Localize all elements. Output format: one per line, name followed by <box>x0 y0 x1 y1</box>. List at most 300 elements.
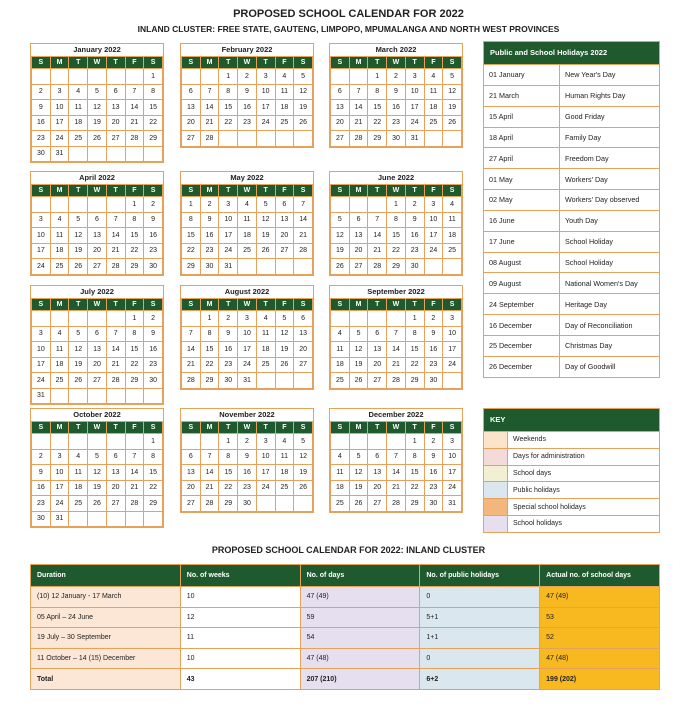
summary-cell: 207 (210) <box>300 669 420 690</box>
summary-cell: 59 <box>300 607 420 628</box>
day-cell <box>294 131 313 147</box>
day-cell: 16 <box>405 228 424 244</box>
day-cell: 9 <box>32 465 51 481</box>
day-cell: 7 <box>368 212 387 228</box>
weekday-header: F <box>275 299 294 311</box>
day-cell <box>424 131 443 147</box>
day-cell: 8 <box>405 449 424 465</box>
day-cell: 3 <box>238 311 257 327</box>
day-cell <box>387 434 406 450</box>
day-cell: 12 <box>349 465 368 481</box>
day-cell: 5 <box>69 212 88 228</box>
day-cell: 12 <box>88 100 107 116</box>
day-cell: 7 <box>200 449 219 465</box>
day-cell: 3 <box>405 69 424 85</box>
key-swatch <box>484 432 508 448</box>
day-cell: 20 <box>88 357 107 373</box>
summary-row <box>31 607 660 628</box>
day-cell: 16 <box>144 228 163 244</box>
day-cell: 25 <box>275 480 294 496</box>
day-cell <box>50 69 69 85</box>
day-cell: 14 <box>182 342 201 358</box>
day-cell: 8 <box>200 326 219 342</box>
summary-cell: 05 April – 24 June <box>31 607 181 628</box>
day-cell <box>32 197 51 213</box>
day-cell: 23 <box>144 357 163 373</box>
day-cell: 14 <box>200 100 219 116</box>
month-calendar <box>329 171 463 276</box>
weekday-header: T <box>405 422 424 434</box>
day-cell <box>256 259 275 275</box>
day-cell: 13 <box>182 465 201 481</box>
day-cell: 18 <box>69 115 88 131</box>
day-cell: 20 <box>294 342 313 358</box>
weekday-header: T <box>219 422 238 434</box>
holiday-date: 08 August <box>484 253 560 273</box>
holiday-name: Youth Day <box>565 216 598 226</box>
day-cell: 28 <box>387 496 406 512</box>
day-cell: 9 <box>424 326 443 342</box>
day-cell: 30 <box>387 131 406 147</box>
summary-header: Actual no. of school days <box>540 565 660 587</box>
day-cell: 10 <box>50 100 69 116</box>
day-cell: 4 <box>69 449 88 465</box>
key-swatch <box>484 482 508 498</box>
day-cell: 30 <box>424 373 443 389</box>
weekday-header: M <box>349 299 368 311</box>
holiday-date: 17 June <box>484 232 560 252</box>
summary-cell: 43 <box>180 669 300 690</box>
day-cell: 27 <box>275 243 294 259</box>
day-cell: 14 <box>106 228 125 244</box>
weekday-header: F <box>125 422 144 434</box>
summary-row <box>31 648 660 669</box>
day-cell: 15 <box>144 100 163 116</box>
day-cell <box>125 511 144 527</box>
day-cell: 4 <box>443 197 462 213</box>
day-cell <box>200 434 219 450</box>
day-cell: 22 <box>125 357 144 373</box>
page-title: PROPOSED SCHOOL CALENDAR FOR 2022 <box>233 8 464 20</box>
summary-cell: (10) 12 January - 17 March <box>31 587 181 608</box>
key-row <box>484 515 659 532</box>
holiday-row <box>484 127 659 148</box>
day-cell: 18 <box>331 357 350 373</box>
weekday-header: T <box>405 57 424 69</box>
day-cell: 5 <box>349 326 368 342</box>
day-cell: 2 <box>200 197 219 213</box>
day-cell: 22 <box>200 357 219 373</box>
weekday-header: F <box>275 422 294 434</box>
day-cell <box>106 311 125 327</box>
day-cell <box>368 434 387 450</box>
day-cell: 9 <box>424 449 443 465</box>
day-cell: 9 <box>144 212 163 228</box>
weekday-header: S <box>182 422 201 434</box>
day-cell: 8 <box>405 326 424 342</box>
day-cell: 9 <box>238 84 257 100</box>
day-cell: 13 <box>106 465 125 481</box>
month-calendar <box>329 285 463 390</box>
weekday-header: M <box>50 57 69 69</box>
day-cell: 30 <box>32 511 51 527</box>
holiday-row <box>484 293 659 314</box>
summary-title: PROPOSED SCHOOL CALENDAR FOR 2022: INLAND CLUSTER <box>211 545 486 555</box>
summary-table <box>30 564 660 690</box>
day-cell: 24 <box>219 243 238 259</box>
day-cell: 30 <box>200 259 219 275</box>
summary-row <box>31 628 660 649</box>
day-cell <box>294 259 313 275</box>
day-cell: 5 <box>294 69 313 85</box>
day-cell: 30 <box>144 259 163 275</box>
day-cell: 23 <box>32 496 51 512</box>
day-cell: 28 <box>349 131 368 147</box>
summary-cell: 54 <box>300 628 420 649</box>
weekday-header: M <box>50 185 69 197</box>
day-cell: 2 <box>238 434 257 450</box>
day-cell: 19 <box>256 228 275 244</box>
day-cell: 5 <box>88 449 107 465</box>
day-cell: 11 <box>50 342 69 358</box>
day-cell: 3 <box>256 434 275 450</box>
page-subtitle: INLAND CLUSTER: FREE STATE, GAUTENG, LIMPOPO, MPUMALANGA AND NORTH WEST PROVINCES <box>137 24 560 34</box>
day-cell: 18 <box>50 243 69 259</box>
weekday-header: F <box>424 57 443 69</box>
holiday-date: 01 May <box>484 169 560 189</box>
day-cell: 21 <box>200 480 219 496</box>
day-cell: 22 <box>219 115 238 131</box>
weekday-header: S <box>331 422 350 434</box>
day-cell: 24 <box>256 115 275 131</box>
day-cell: 29 <box>405 496 424 512</box>
day-cell: 13 <box>88 228 107 244</box>
day-cell: 26 <box>69 373 88 389</box>
weekday-header: M <box>200 422 219 434</box>
holiday-name: Workers' Day observed <box>565 195 640 205</box>
day-cell <box>125 69 144 85</box>
summary-header: No. of weeks <box>180 565 300 587</box>
day-cell: 10 <box>32 342 51 358</box>
day-cell <box>144 511 163 527</box>
holiday-row <box>484 168 659 189</box>
holiday-name: Good Friday <box>565 112 605 122</box>
summary-cell: 47 (49) <box>540 587 660 608</box>
day-cell: 17 <box>32 357 51 373</box>
day-cell: 16 <box>424 342 443 358</box>
summary-cell: 6+2 <box>420 669 540 690</box>
day-cell: 24 <box>443 357 462 373</box>
month-name: April 2022 <box>31 172 163 184</box>
day-cell <box>88 197 107 213</box>
month-calendar <box>30 408 164 528</box>
day-cell: 1 <box>368 69 387 85</box>
weekday-header: F <box>424 299 443 311</box>
day-cell: 17 <box>443 342 462 358</box>
weekday-header: W <box>387 185 406 197</box>
day-cell: 4 <box>424 69 443 85</box>
day-cell <box>88 69 107 85</box>
day-cell <box>294 496 313 512</box>
day-cell: 13 <box>106 100 125 116</box>
holiday-row <box>484 147 659 168</box>
day-cell: 13 <box>275 212 294 228</box>
day-cell: 7 <box>106 326 125 342</box>
holiday-name: Human Rights Day <box>565 91 626 101</box>
day-cell: 22 <box>182 243 201 259</box>
day-cell: 18 <box>50 357 69 373</box>
day-cell: 24 <box>443 480 462 496</box>
day-cell: 21 <box>368 243 387 259</box>
day-cell: 7 <box>349 84 368 100</box>
day-cell <box>275 131 294 147</box>
month-name: May 2022 <box>181 172 313 184</box>
day-cell: 21 <box>106 357 125 373</box>
day-cell: 21 <box>182 357 201 373</box>
day-cell: 22 <box>405 480 424 496</box>
weekday-header: T <box>405 185 424 197</box>
day-cell <box>125 434 144 450</box>
weekday-header: T <box>106 57 125 69</box>
day-cell: 5 <box>349 449 368 465</box>
summary-cell: 47 (48) <box>540 648 660 669</box>
day-cell: 16 <box>200 228 219 244</box>
key-label: Weekends <box>513 436 546 444</box>
day-cell <box>69 388 88 404</box>
day-cell: 25 <box>256 357 275 373</box>
holiday-date: 09 August <box>484 273 560 293</box>
day-cell: 9 <box>200 212 219 228</box>
day-cell: 4 <box>69 84 88 100</box>
holiday-row <box>484 272 659 293</box>
day-cell: 10 <box>443 326 462 342</box>
day-cell: 1 <box>144 69 163 85</box>
day-cell: 19 <box>294 465 313 481</box>
day-cell: 27 <box>182 496 201 512</box>
day-cell: 28 <box>200 496 219 512</box>
day-cell: 3 <box>32 326 51 342</box>
holiday-name: Christmas Day <box>565 341 613 351</box>
key-swatch <box>484 516 508 532</box>
day-cell: 17 <box>238 342 257 358</box>
day-cell: 25 <box>50 259 69 275</box>
month-calendar <box>180 171 314 276</box>
day-cell: 3 <box>443 311 462 327</box>
holiday-name: Freedom Day <box>565 153 609 163</box>
day-cell: 26 <box>294 115 313 131</box>
weekday-header: S <box>182 299 201 311</box>
summary-cell: 52 <box>540 628 660 649</box>
weekday-header: M <box>349 57 368 69</box>
day-cell <box>349 434 368 450</box>
weekday-header: S <box>443 299 462 311</box>
day-cell <box>106 146 125 162</box>
day-cell: 23 <box>200 243 219 259</box>
day-cell: 7 <box>387 326 406 342</box>
day-cell: 4 <box>275 69 294 85</box>
day-cell <box>331 69 350 85</box>
day-cell: 19 <box>275 342 294 358</box>
weekday-header: W <box>88 422 107 434</box>
month-name: July 2022 <box>31 286 163 298</box>
day-cell: 19 <box>69 243 88 259</box>
month-calendar <box>329 43 463 148</box>
day-cell: 7 <box>125 84 144 100</box>
day-cell: 11 <box>443 212 462 228</box>
day-cell: 5 <box>443 69 462 85</box>
day-cell <box>349 69 368 85</box>
day-cell <box>275 496 294 512</box>
day-cell: 25 <box>443 243 462 259</box>
day-cell: 8 <box>182 212 201 228</box>
day-cell: 16 <box>238 100 257 116</box>
holidays-table <box>483 41 660 378</box>
key-row <box>484 465 659 482</box>
day-cell <box>106 69 125 85</box>
weekday-header: S <box>32 422 51 434</box>
day-cell: 13 <box>294 326 313 342</box>
day-cell: 16 <box>424 465 443 481</box>
weekday-header: M <box>50 422 69 434</box>
day-cell <box>424 259 443 275</box>
day-cell: 3 <box>32 212 51 228</box>
weekday-header: T <box>69 185 88 197</box>
day-cell: 14 <box>125 465 144 481</box>
day-cell: 31 <box>50 511 69 527</box>
day-cell: 29 <box>144 496 163 512</box>
day-cell: 17 <box>256 465 275 481</box>
key-label: Days for administration <box>513 453 585 461</box>
day-cell: 1 <box>387 197 406 213</box>
day-cell: 19 <box>443 100 462 116</box>
day-cell <box>88 434 107 450</box>
day-cell: 25 <box>69 131 88 147</box>
day-cell: 28 <box>387 373 406 389</box>
day-cell: 8 <box>387 212 406 228</box>
day-cell <box>387 311 406 327</box>
month-calendar <box>329 408 463 513</box>
day-cell: 6 <box>106 449 125 465</box>
day-cell: 21 <box>387 480 406 496</box>
weekday-header: T <box>256 299 275 311</box>
day-cell: 1 <box>182 197 201 213</box>
holiday-date: 16 June <box>484 211 560 231</box>
day-cell <box>88 388 107 404</box>
weekday-header: F <box>424 422 443 434</box>
summary-total-row <box>31 669 660 690</box>
weekday-header: S <box>182 185 201 197</box>
day-cell: 14 <box>294 212 313 228</box>
day-cell <box>331 311 350 327</box>
day-cell: 31 <box>219 259 238 275</box>
summary-header: Duration <box>31 565 181 587</box>
day-cell: 22 <box>219 480 238 496</box>
day-cell: 26 <box>275 357 294 373</box>
day-cell: 20 <box>182 115 201 131</box>
day-cell: 5 <box>69 326 88 342</box>
day-cell: 1 <box>144 434 163 450</box>
day-cell: 27 <box>349 259 368 275</box>
day-cell: 10 <box>32 228 51 244</box>
day-cell <box>349 197 368 213</box>
day-cell: 2 <box>144 197 163 213</box>
weekday-header: T <box>256 185 275 197</box>
holiday-name: National Women's Day <box>565 278 638 288</box>
day-cell: 17 <box>50 480 69 496</box>
day-cell: 2 <box>32 84 51 100</box>
day-cell: 8 <box>144 84 163 100</box>
day-cell: 10 <box>443 449 462 465</box>
day-cell: 17 <box>50 115 69 131</box>
day-cell: 20 <box>275 228 294 244</box>
weekday-header: T <box>106 299 125 311</box>
month-name: February 2022 <box>181 44 313 56</box>
weekday-header: T <box>368 185 387 197</box>
holiday-name: Workers' Day <box>565 174 608 184</box>
weekday-header: W <box>88 57 107 69</box>
day-cell: 17 <box>424 228 443 244</box>
day-cell: 17 <box>405 100 424 116</box>
day-cell: 6 <box>368 326 387 342</box>
day-cell: 24 <box>405 115 424 131</box>
day-cell <box>275 259 294 275</box>
day-cell: 25 <box>238 243 257 259</box>
day-cell: 2 <box>424 434 443 450</box>
key-label: School holidays <box>513 520 563 528</box>
day-cell: 3 <box>50 84 69 100</box>
weekday-header: W <box>238 299 257 311</box>
day-cell: 10 <box>424 212 443 228</box>
holiday-name: Family Day <box>565 132 601 142</box>
day-cell <box>368 197 387 213</box>
day-cell: 11 <box>69 465 88 481</box>
day-cell: 28 <box>106 373 125 389</box>
day-cell <box>294 373 313 389</box>
day-cell: 15 <box>125 342 144 358</box>
day-cell: 14 <box>387 342 406 358</box>
weekday-header: T <box>368 57 387 69</box>
day-cell: 9 <box>219 326 238 342</box>
day-cell <box>50 388 69 404</box>
key-swatch <box>484 466 508 482</box>
day-cell: 20 <box>88 243 107 259</box>
day-cell: 27 <box>294 357 313 373</box>
day-cell: 6 <box>368 449 387 465</box>
weekday-header: S <box>443 57 462 69</box>
day-cell: 15 <box>405 465 424 481</box>
day-cell: 21 <box>200 115 219 131</box>
holiday-date: 25 December <box>484 336 560 356</box>
day-cell: 25 <box>424 115 443 131</box>
weekday-header: M <box>50 299 69 311</box>
day-cell: 1 <box>125 311 144 327</box>
weekday-header: F <box>275 185 294 197</box>
day-cell: 6 <box>182 449 201 465</box>
key-label: School days <box>513 469 552 477</box>
day-cell: 10 <box>50 465 69 481</box>
month-calendar <box>30 43 164 163</box>
day-cell: 11 <box>50 228 69 244</box>
holiday-row <box>484 189 659 210</box>
holiday-date: 01 January <box>484 65 560 85</box>
day-cell: 2 <box>424 311 443 327</box>
weekday-header: W <box>387 57 406 69</box>
day-cell: 20 <box>331 115 350 131</box>
weekday-header: S <box>144 422 163 434</box>
day-cell <box>238 259 257 275</box>
day-cell <box>50 311 69 327</box>
day-cell: 7 <box>182 326 201 342</box>
